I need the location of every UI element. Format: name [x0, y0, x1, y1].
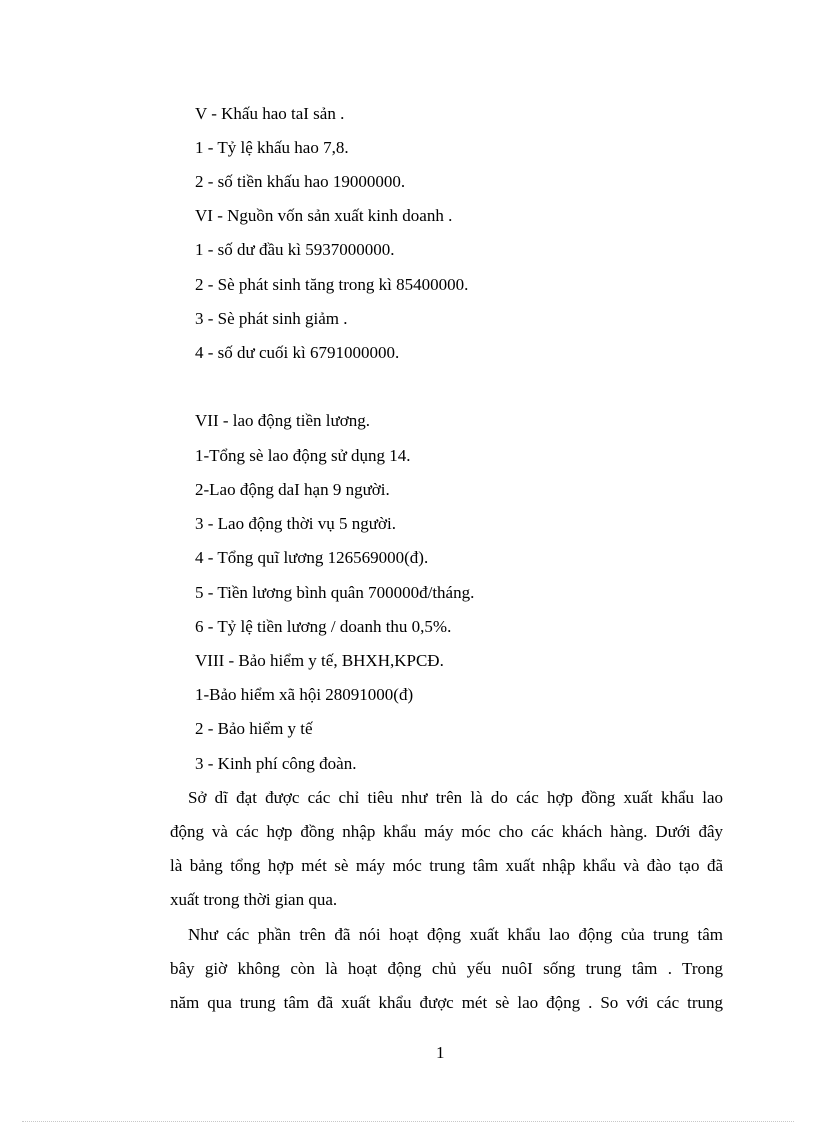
paragraph-2-line-1: Như các phần trên đã nói hoạt động xuất khẩu lao động của trung tâm	[188, 925, 723, 944]
paragraph-2-line-3: năm qua trung tâm đã xuất khẩu được mét sè lao động . So với các trung	[170, 993, 723, 1012]
paragraph-1-line-4: xuất trong thời gian qua.	[170, 890, 338, 909]
section-6-item-3: 3 - Sè phát sinh giảm .	[195, 309, 348, 328]
section-8-item-1: 1-Bảo hiểm xã hội 28091000(đ)	[195, 685, 414, 704]
section-7-item-3: 3 - Lao động thời vụ 5 người.	[195, 514, 396, 533]
section-5-item-1: 1 - Tỷ lệ khấu hao 7,8.	[195, 138, 349, 157]
section-6-item-2: 2 - Sè phát sinh tăng trong kì 85400000.	[195, 275, 469, 294]
paragraph-2-line-2: bây giờ không còn là hoạt động chủ yếu nuôI sống trung tâm . Trong	[170, 959, 723, 978]
section-6-item-1: 1 - số dư đầu kì 5937000000.	[195, 240, 395, 259]
page-bottom-divider	[22, 1121, 794, 1122]
section-7-item-1: 1-Tổng sè lao động sử dụng 14.	[195, 446, 411, 465]
section-7-item-2: 2-Lao động daI hạn 9 người.	[195, 480, 390, 499]
section-7-item-4: 4 - Tổng quĩ lương 126569000(đ).	[195, 548, 429, 567]
section-7-item-6: 6 - Tỷ lệ tiền lương / doanh thu 0,5%.	[195, 617, 452, 636]
section-5-heading: V - Khấu hao taI sản .	[195, 104, 345, 123]
section-5-item-2: 2 - số tiền khấu hao 19000000.	[195, 172, 406, 191]
section-8-item-3: 3 - Kinh phí công đoàn.	[195, 754, 357, 773]
page-number: 1	[436, 1043, 445, 1062]
section-7-heading: VII - lao động tiền lương.	[195, 411, 370, 430]
section-6-item-4: 4 - số dư cuối kì 6791000000.	[195, 343, 400, 362]
section-8-item-2: 2 - Bảo hiểm y tế	[195, 719, 313, 738]
section-7-item-5: 5 - Tiền lương bình quân 700000đ/tháng.	[195, 583, 475, 602]
paragraph-1-line-1: Sở dĩ đạt được các chỉ tiêu như trên là do các hợp đồng xuất khẩu lao	[188, 788, 723, 807]
section-8-heading: VIII - Bảo hiểm y tế, BHXH,KPCĐ.	[195, 651, 444, 670]
paragraph-1-line-2: động và các hợp đồng nhập khẩu máy móc cho các khách hàng. Dưới đây	[170, 822, 723, 841]
section-6-heading: VI - Nguồn vốn sản xuất kinh doanh .	[195, 206, 453, 225]
paragraph-1-line-3: là bảng tổng hợp mét sè máy móc trung tâm xuất nhập khẩu và đào tạo đã	[170, 856, 723, 875]
